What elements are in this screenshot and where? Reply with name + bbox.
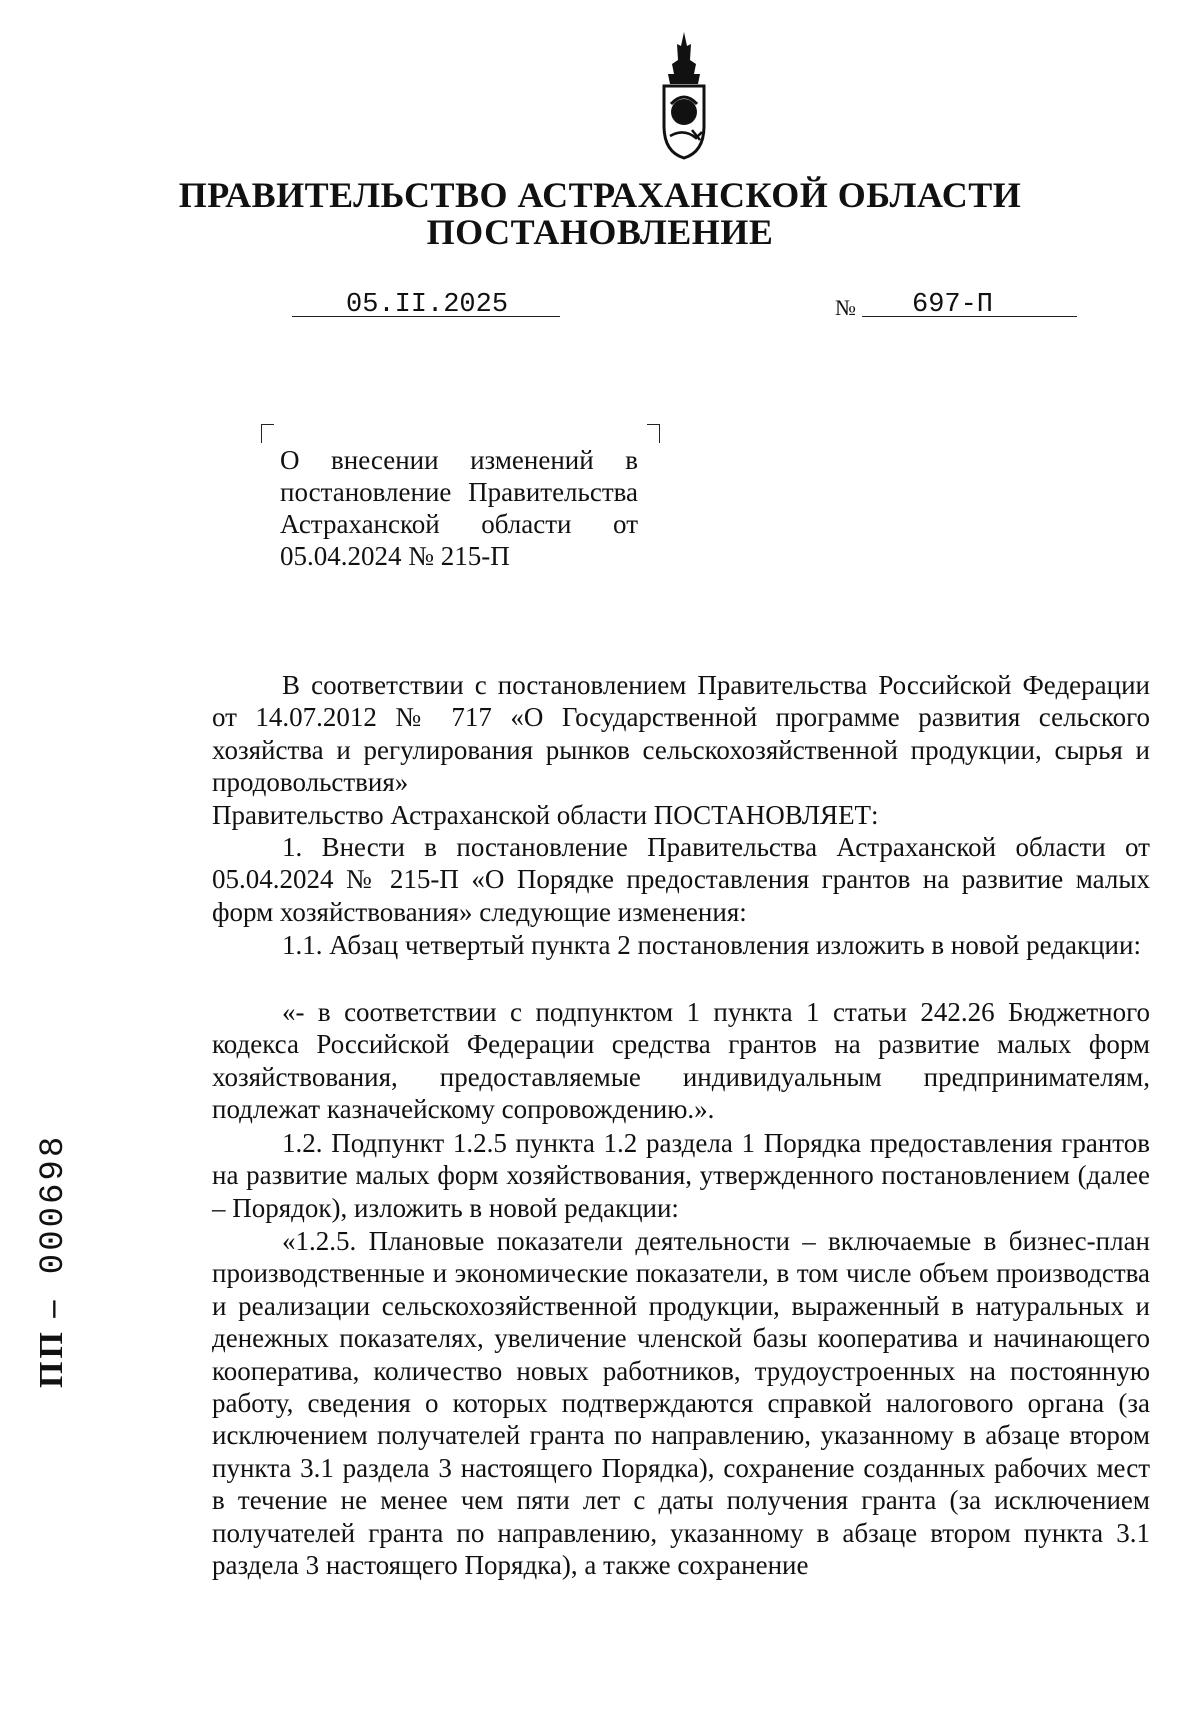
- paragraph-resolves: Правительство Астраханской области ПОСТАНОВЛЯЕТ:: [212, 800, 879, 830]
- coat-of-arms-icon: [644, 30, 724, 162]
- paragraph-item-1-1: 1.1. Абзац четвертый пункта 2 постановления изложить в новой редакции:: [282, 930, 1141, 960]
- doc-type-title: ПОСТАНОВЛЕНИЕ: [426, 212, 774, 252]
- org-title: ПРАВИТЕЛЬСТВО АСТРАХАНСКОЙ ОБЛАСТИ: [178, 175, 1022, 215]
- paragraph-quote-1-1: «- в соответствии с подпунктом 1 пункта 1 статьи 242.26 Бюджетного кодекса Российской Федерации средства грантов на развитие малых форм хозяйствования, предоставляемые индивидуальным предпринимателям, подлежат казначейскому сопровождению.».: [212, 997, 1150, 1125]
- side-registration-code: [22, 1058, 82, 1388]
- number-sign: №: [835, 295, 856, 320]
- side-code-prefix: ПП –: [33, 1297, 70, 1388]
- paragraph-item-1: 1. Внести в постановление Правительства Астраханской области от 05.04.2024 № 215-П «О Порядке предоставления грантов на развитие малых форм хозяйствования» следующие изменения:: [212, 832, 1150, 927]
- paragraph-quote-1-2-5: «1.2.5. Плановые показатели деятельности – включаемые в бизнес-план производственные и экономические показатели, в том числе объем производства и реализации сельскохозяйственной продукции, выраженный в натуральных и денежных показателях, увеличение членской базы кооператива и начинающего кооператива, количество новых работников, трудоустроенных на постоянную работу, сведения о которых подтверждаются справкой налогового органа (за исключением получателей гранта по направлению, указанному в абзаце втором пункта 3.1 раздела 3 настоящего Порядка), сохранение созданных рабочих мест в течение не менее чем пяти лет с даты получения гранта (за исключением получателей гранта по направлению, указанному в абзаце втором пункта 3.1 раздела 3 настоящего Порядка), а также сохранение: [212, 1226, 1150, 1581]
- paragraph-basis: В соответствии с постановлением Правительства Российской Федерации от 14.07.2012 № 717 «О Государственной программе развития сельского хозяйства и регулирования рынков сельскохозяйственной продукции, сырья и продовольствия»: [212, 670, 1150, 798]
- document-number: 697-П: [912, 290, 994, 320]
- side-code-number: 000698: [35, 1133, 73, 1275]
- document-subject: О внесении изменений в постановление Правительства Астраханской области от 05.04.2024 № 215-П: [280, 445, 638, 571]
- subject-corner-left: [261, 424, 274, 443]
- paragraph-item-1-2: 1.2. Подпункт 1.2.5 пункта 1.2 раздела 1 Порядка предоставления грантов на развитие малых форм хозяйствования, утвержденного постановлением (далее – Порядок), изложить в новой редакции:: [212, 1128, 1150, 1223]
- document-date: 05.II.2025: [346, 290, 509, 320]
- subject-corner-right: [647, 424, 660, 443]
